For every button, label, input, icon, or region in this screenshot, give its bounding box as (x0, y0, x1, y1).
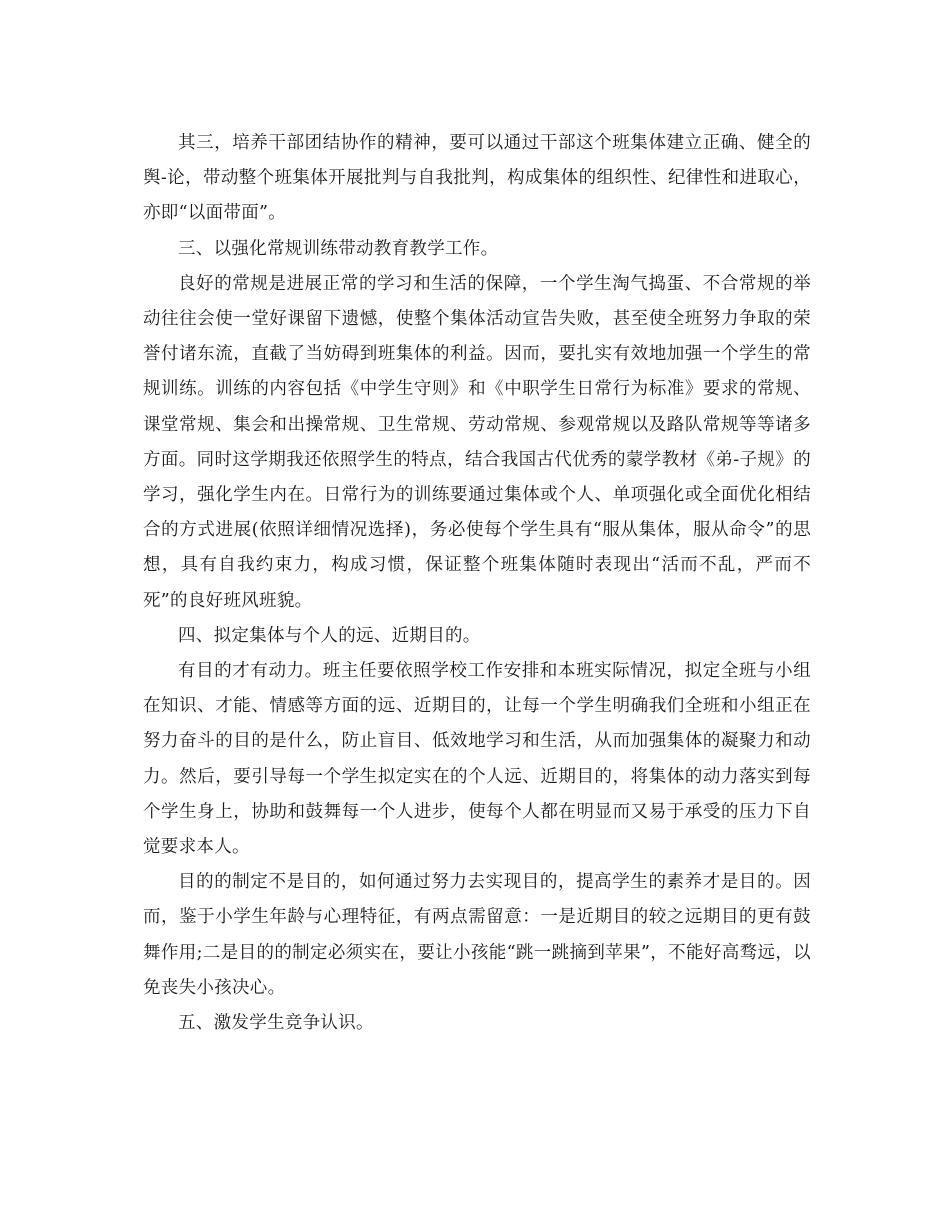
paragraph-4: 目的的制定不是目的，如何通过努力去实现目的，提高学生的素养才是目的。因而，鉴于小学生年龄与心理特征，有两点需留意：一是近期目的较之远期目的更有鼓舞作用;二是目的的制定必须实在，要让小孩能“跳一跳摘到苹果”，不能好高骛远，以免丧失小孩决心。 (143, 872, 811, 998)
section-heading-5: 五、激发学生竞争认识。 (178, 1013, 374, 1034)
section-heading-3: 三、以强化常规训练带动教育教学工作。 (178, 238, 499, 259)
paragraph-2: 良好的常规是进展正常的学习和生活的保障，一个学生淘气捣蛋、不合常规的举动往往会使一堂好课留下遗憾，使整个集体活动宣告失败，甚至使全班努力争取的荣誉付诸东流，直截了当妨碍到班集体的利益。因而，要扎实有效地加强一个学生的常规训练。训练的内容包括《中学生守则》和《中职学生日常行为标准》要求的常规、课堂常规、集会和出操常规、卫生常规、劳动常规、参观常规以及路队常规等等诸多方面。同时这学期我还依照学生的特点，结合我国古代优秀的蒙学教材《弟-子规》的学习，强化学生内在。日常行为的训练要通过集体或个人、单项强化或全面优化相结合的方式进展(依照详细情况选择)，务必使每个学生具有“服从集体，服从命令”的思想，具有自我约束力，构成习惯，保证整个班集体随时表现出“活而不乱，严而不死”的良好班风班貌。 (143, 273, 811, 611)
document-body (143, 126, 811, 1041)
paragraph-3: 有目的才有动力。班主任要依照学校工作安排和本班实际情况，拟定全班与小组在知识、才能、情感等方面的远、近期目的，让每一个学生明确我们全班和小组正在努力奋斗的目的是什么，防止盲目、低效地学习和生活，从而加强集体的凝聚力和动力。然后，要引导每一个学生拟定实在的个人远、近期目的，将集体的动力落实到每个学生身上，协助和鼓舞每一个人进步，使每个人都在明显而又易于承受的压力下自觉要求本人。 (143, 661, 811, 858)
section-heading-4: 四、拟定集体与个人的远、近期目的。 (178, 625, 481, 646)
paragraph-1: 其三，培养干部团结协作的精神，要可以通过干部这个班集体建立正确、健全的舆-论，带动整个班集体开展批判与自我批判，构成集体的组织性、纪律性和进取心，亦即“以面带面”。 (143, 133, 811, 224)
